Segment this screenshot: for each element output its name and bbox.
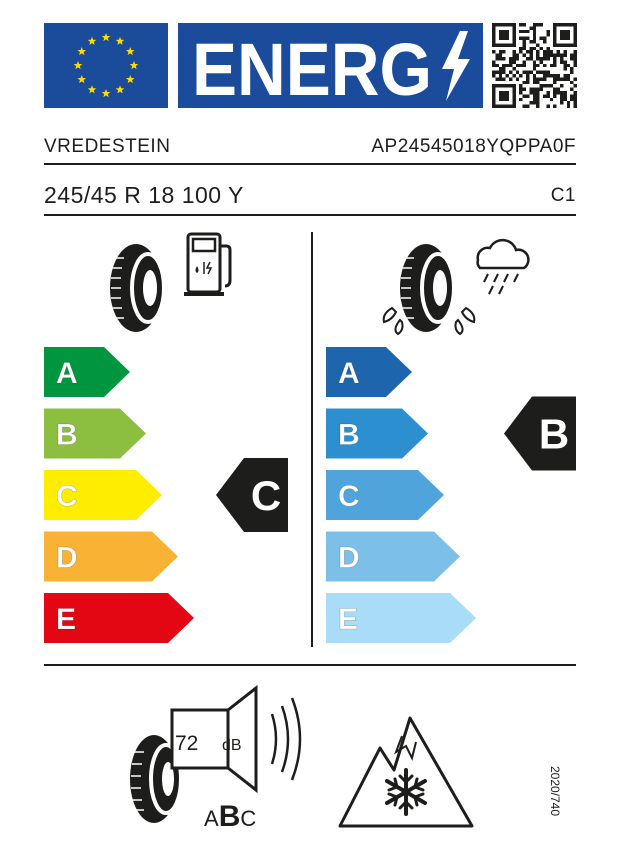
fuel-letter-b: B: [56, 418, 78, 452]
noise-class-b: B: [218, 800, 241, 833]
supplier-name: VREDESTEIN: [44, 136, 171, 157]
wet-letter-b: B: [338, 418, 360, 452]
snow-grip-icon: [336, 712, 476, 830]
energy-title: ENERG: [192, 28, 432, 108]
fuel-letter-c: C: [56, 480, 78, 513]
wet-letter-d: D: [338, 541, 360, 575]
noise-class-a: A: [204, 806, 219, 831]
noise-value: 72: [175, 732, 199, 755]
tyre-class: C1: [550, 185, 576, 206]
noise-class: [204, 800, 256, 834]
fuel-letter-e: E: [56, 603, 77, 636]
fuel-rating-letter: C: [250, 472, 282, 519]
wet-letter-a: A: [338, 357, 360, 390]
wet-rating-letter: B: [538, 410, 570, 458]
model-identifier: AP24545018YQPPA0F: [371, 136, 576, 157]
fuel-letter-d: D: [56, 541, 78, 575]
noise-unit: dB: [222, 737, 242, 754]
wet-letter-e: E: [338, 603, 359, 636]
noise-class-c: C: [240, 806, 257, 831]
tyre-size: 245/45 R 18 100 Y: [44, 182, 244, 208]
fuel-letter-a: A: [56, 357, 78, 390]
wet-letter-c: C: [338, 480, 360, 513]
regulation-number: 2020/740: [548, 765, 562, 817]
divider: [44, 664, 576, 666]
